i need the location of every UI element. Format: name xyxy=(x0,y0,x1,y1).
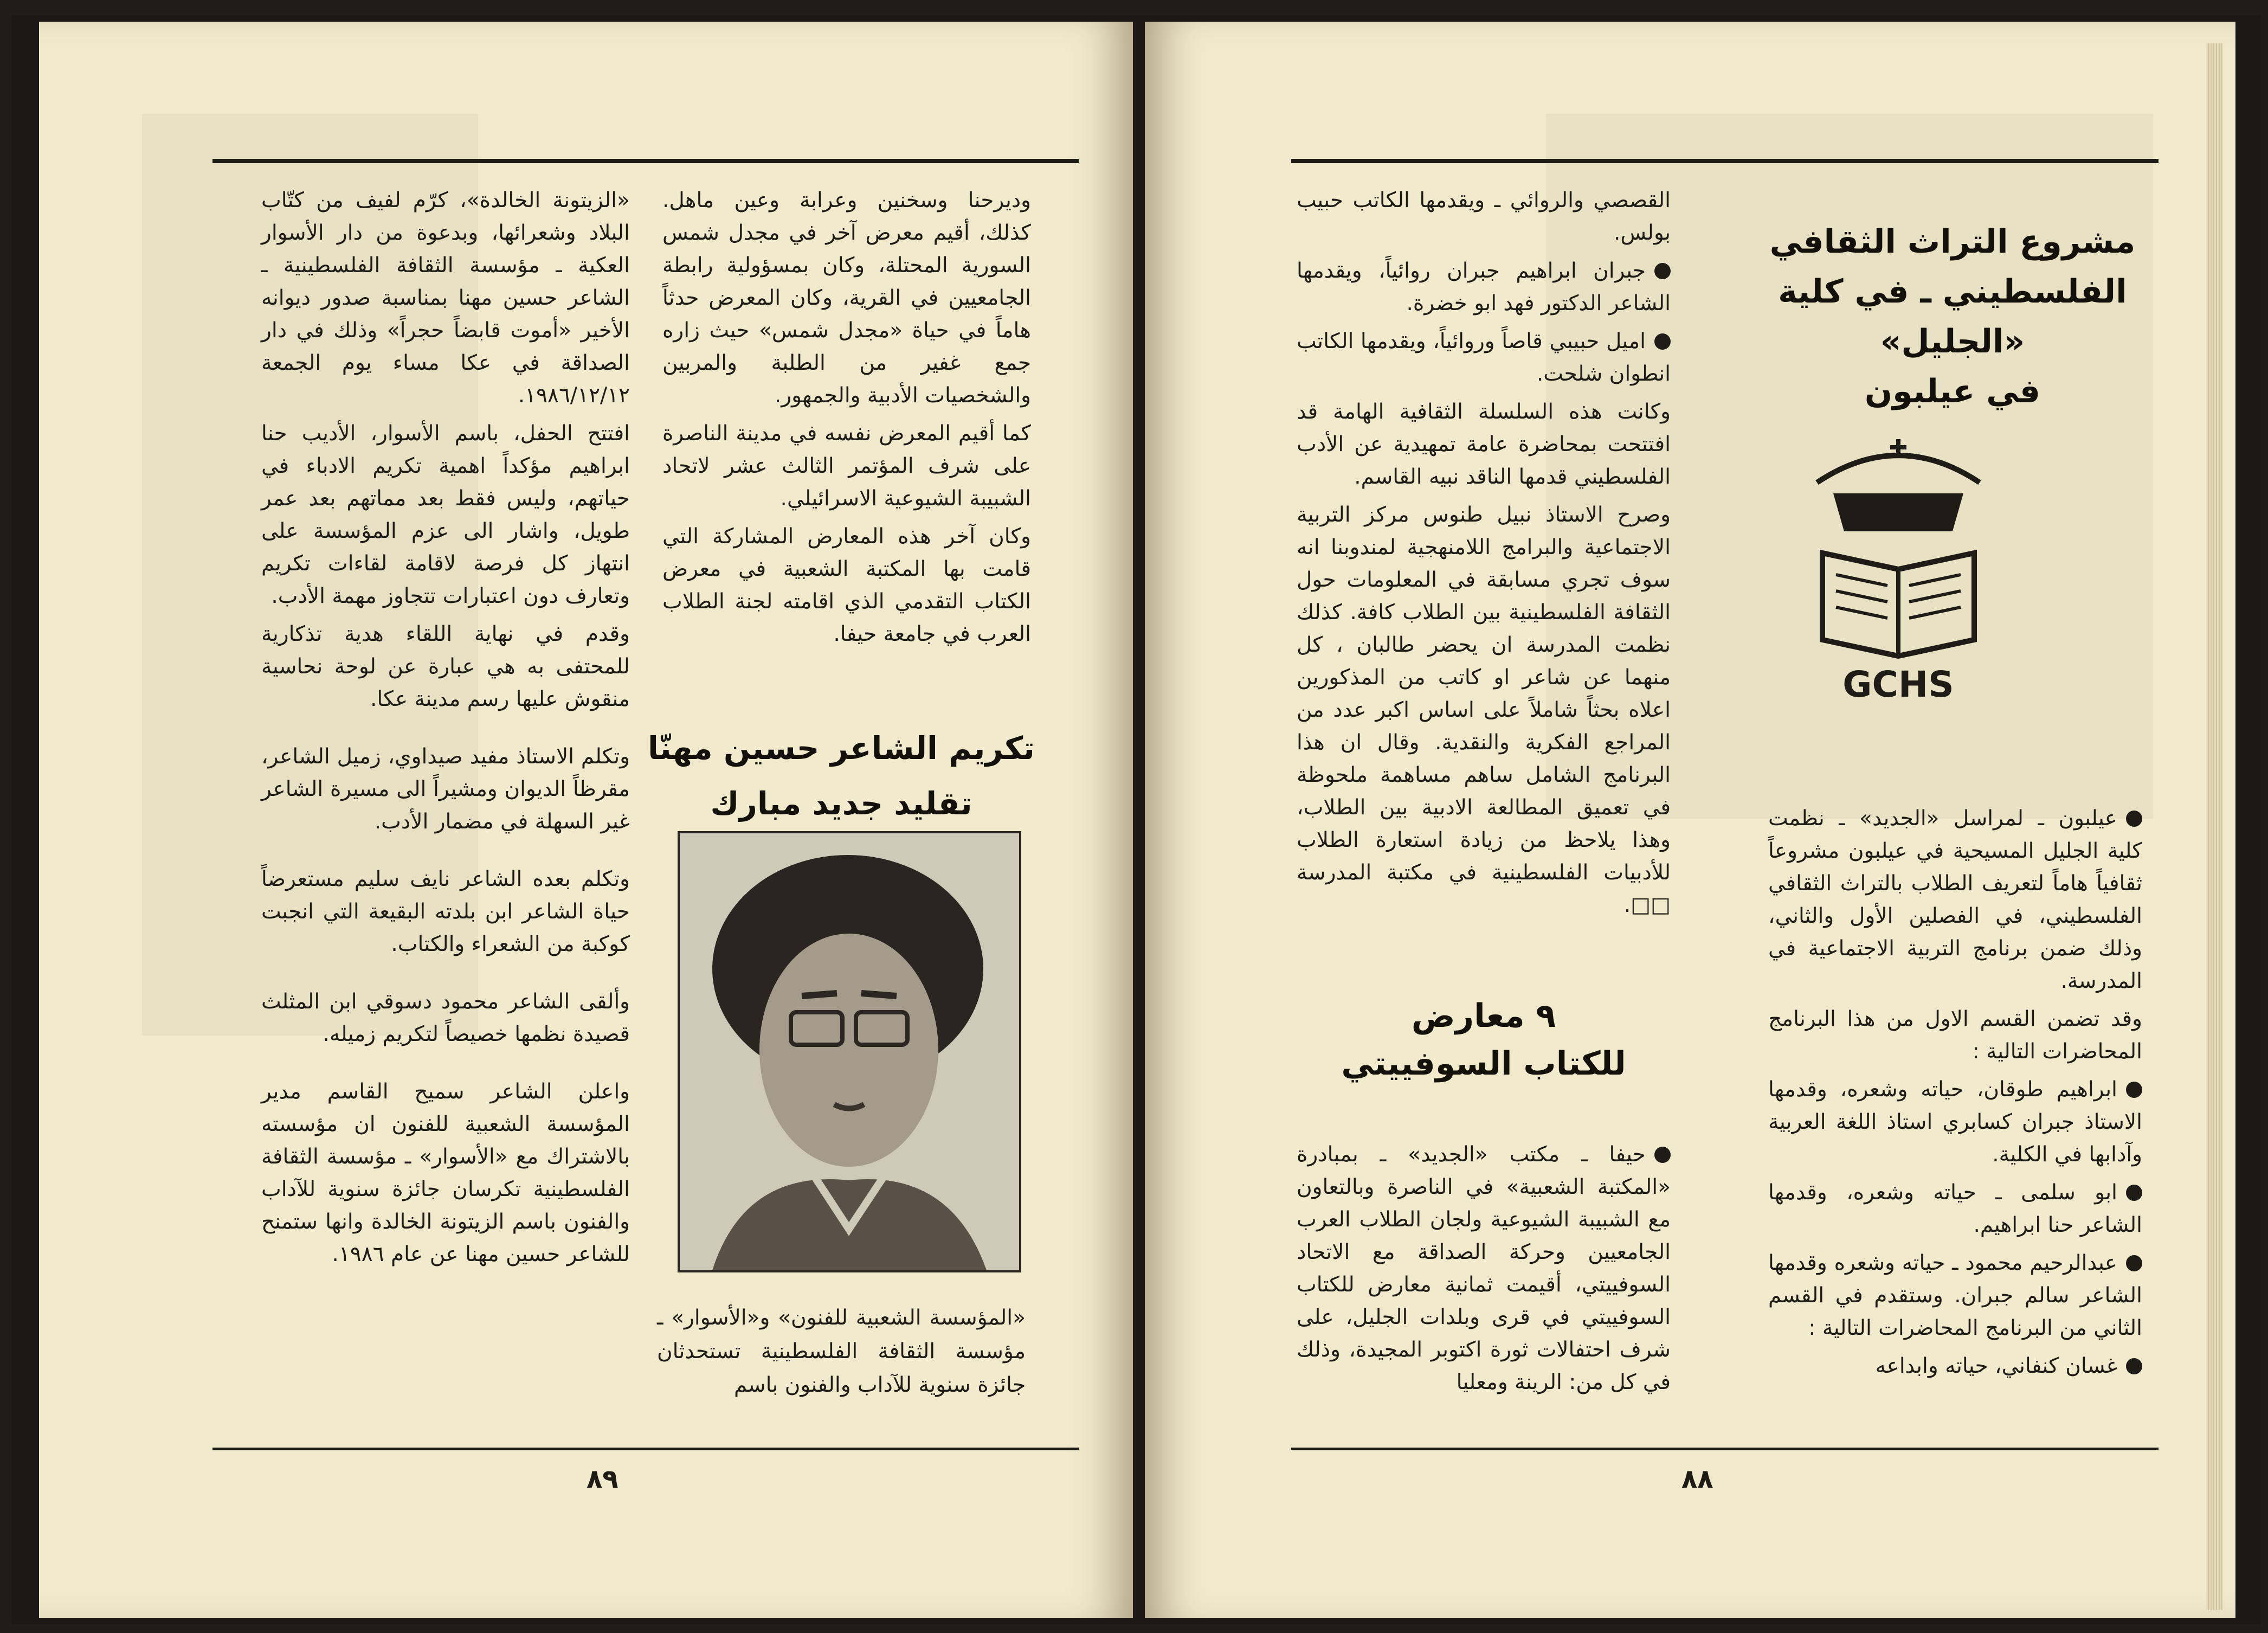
paragraph: وديرحنا وسخنين وعرابة وعين ماهل. كذلك، أقيم معرض آخر في مجدل شمس السورية المحتلة، وكان بمسؤولية رابطة الجامعيين في القرية، وكان المعرض حدثاً هاماً في حياة «مجدل شمس» حيث زاره جمع غفير من الطلبة والمربين والشخصيات الأدبية والجمهور. xyxy=(662,188,1031,408)
page-number: ٨٩ xyxy=(587,1464,618,1494)
headline-line: في عيلبون xyxy=(1864,372,2041,410)
paragraph: «الزيتونة الخالدة»، كرّم لفيف من كتّاب البلاد وشعرائها، وبدعوة من دار الأسوار العكية ـ مؤسسة الثقافة الفلسطينية ـ الشاعر حسين مهنا بمناسبة صدور ديوانه الأخير «أموت قابضاً حجراً» وذلك في دار الصداقة في عكا مساء يوم الجمعة ١٩٨٦/١٢/١٢. xyxy=(261,188,630,408)
paragraph xyxy=(1768,802,2142,998)
right-page xyxy=(1145,22,2235,1618)
bullet-icon xyxy=(1654,263,1671,279)
paragraph xyxy=(1297,1139,1671,1399)
paragraph xyxy=(1768,1247,2142,1345)
paragraph: وتكلم الاستاذ مفيد صيداوي، زميل الشاعر، مقرظاً الديوان ومشيراً الى مسيرة الشاعر غير السهلة في مضمار الأدب. xyxy=(261,744,630,834)
bullet-icon xyxy=(1654,333,1671,350)
paragraph-text: عيلبون ـ لمراسل «الجديد» ـ نظمت كلية الجليل المسيحية في عيلبون مشروعاً ثقافياً هاماً لتعريف الطلاب بالتراث الثقافي الفلسطيني، في الفصلين الأول والثاني، وذلك ضمن برنامج التربية الاجتماعية في المدرسة. xyxy=(1768,806,2142,993)
paragraph-text: اميل حبيبي قاصاً وروائياً، ويقدمها الكاتب انطوان شلحت. xyxy=(1297,329,1671,386)
portrait-photo xyxy=(678,831,1021,1272)
right-page-column-left xyxy=(1297,184,1671,927)
headline-tribute xyxy=(646,727,1036,825)
paragraph-text: ابراهيم طوقان، حياته وشعره، وقدمها الاستاذ جبران كسابري استاذ اللغة العربية وآدابها في الكلية. xyxy=(1768,1077,2142,1167)
headline-exhibitions xyxy=(1297,992,1671,1088)
left-page-column-right xyxy=(662,184,1031,656)
bullet-icon xyxy=(2126,811,2142,827)
paragraph xyxy=(1297,255,1671,320)
headline-line: تقليد جديد مبارك xyxy=(710,785,972,822)
headline-line: مشروع التراث الثقافي xyxy=(1769,223,2136,261)
headline-heritage xyxy=(1757,217,2148,416)
bottom-rule xyxy=(212,1448,1079,1450)
paragraph: كما أقيم المعرض نفسه في مدينة الناصرة على شرف المؤتمر الثالث عشر لاتحاد الشبيبة الشيوعية الاسرائيلي. xyxy=(662,421,1031,511)
gchs-logo xyxy=(1795,423,2001,705)
bullet-icon xyxy=(2126,1255,2142,1271)
paragraph xyxy=(1768,1073,2142,1171)
paragraph-text: غسان كنفاني، حياته وابداعه xyxy=(1875,1354,2117,1378)
paragraph xyxy=(1768,1176,2142,1242)
headline-line: للكتاب السوفييتي xyxy=(1341,1045,1626,1083)
logo-letters: GCHS xyxy=(1842,664,1954,705)
paragraph-text: حيفا ـ مكتب «الجديد» ـ بمبادرة «المكتبة الشعبية» في الناصرة وبالتعاون مع الشبيبة الشيوعية ولجان الطلاب العرب الجامعيين وحركة الصداقة مع الاتحاد السوفييتي، أقيمت ثمانية معارض للكتاب السوفييتي في قرى وبلدات الجليل، على شرف احتفالات ثورة اكتوبر المجيدة، وذلك في كل من: الرينة ومعليا xyxy=(1297,1142,1671,1394)
bullet-icon xyxy=(1654,1147,1671,1163)
paragraph: وقدم في نهاية اللقاء هدية تذكارية للمحتفى به هي عبارة عن لوحة نحاسية منقوش عليها رسم مدينة عكا. xyxy=(261,622,630,711)
left-page-column-left xyxy=(261,184,630,1276)
top-rule xyxy=(1291,159,2159,163)
paragraph: واعلن الشاعر سميح القاسم مدير المؤسسة الشعبية للفنون ان مؤسسته بالاشتراك مع «الأسوار» ـ مؤسسة الثقافة الفلسطينية تكرسان جائزة سنوية للآداب والفنون باسم الزيتونة الخالدة وانها ستمنح للشاعر حسين مهنا عن عام ١٩٨٦. xyxy=(261,1079,630,1266)
bullet-icon xyxy=(2126,1358,2142,1374)
top-rule xyxy=(212,159,1079,163)
paragraph: وكانت هذه السلسلة الثقافية الهامة قد افتتحت بمحاضرة عامة تمهيدية عن الأدب الفلسطيني قدمها الناقد نبيه القاسم. xyxy=(1297,400,1671,489)
paragraph: وكان آخر هذه المعارض المشاركة التي قامت بها المكتبة الشعبية في معرض الكتاب التقدمي الذي اقامته لجنة الطلاب العرب في جامعة حيفا. xyxy=(662,524,1031,646)
paragraph xyxy=(1297,325,1671,390)
bottom-rule xyxy=(1291,1448,2159,1450)
paragraph: وتكلم بعده الشاعر نايف سليم مستعرضاً حياة الشاعر ابن بلدته البقيعة التي انجبت كوكبة من الشعراء والكتاب. xyxy=(261,867,630,956)
right-page-column-right xyxy=(1768,802,2142,1388)
headline-line: تكريم الشاعر حسين مهنّا xyxy=(648,730,1035,767)
right-page-column-left-lower xyxy=(1297,1139,1671,1404)
portrait-image xyxy=(680,833,1019,1270)
photo-caption: «المؤسسة الشعبية للفنون» و«الأسوار» ـ مؤسسة الثقافة الفلسطينية تستحدثان جائزة سنوية للآداب والفنون باسم xyxy=(657,1306,1026,1397)
paragraph xyxy=(1768,1350,2142,1383)
page-edges xyxy=(2206,43,2222,1610)
open-book-icon xyxy=(1795,423,2001,705)
book-spread xyxy=(12,15,2260,1624)
bullet-icon xyxy=(2126,1082,2142,1098)
paragraph-text: عبدالرحيم محمود ـ حياته وشعره وقدمها الشاعر سالم جبران. وستقدم في القسم الثاني من البرنامج المحاضرات التالية : xyxy=(1768,1251,2142,1340)
headline-line: ٩ معارض xyxy=(1411,997,1556,1035)
left-page xyxy=(39,22,1133,1618)
paragraph: افتتح الحفل، باسم الأسوار، الأديب حنا ابراهيم مؤكداً اهمية تكريم الادباء في حياتهم، وليس فقط بعد مماتهم بعد عمر طويل، واشار الى عزم المؤسسة على انتهاز كل فرصة لاقامة لقاءات تكريم وتعارف دون اعتبارات تتجاوز مهمة الأدب. xyxy=(261,421,630,608)
bullet-icon xyxy=(2126,1185,2142,1201)
paragraph: القصصي والروائي ـ ويقدمها الكاتب حبيب بولس. xyxy=(1297,188,1671,245)
page-number: ٨٨ xyxy=(1681,1464,1713,1494)
paragraph-text: جبران ابراهيم جبران روائياً، ويقدمها الشاعر الدكتور فهد ابو خضرة. xyxy=(1297,259,1671,316)
paragraph: وقد تضمن القسم الاول من هذا البرنامج المحاضرات التالية : xyxy=(1768,1007,2142,1064)
paragraph: وألقى الشاعر محمود دسوقي ابن المثلث قصيدة نظمها خصيصاً لتكريم زميله. xyxy=(261,989,630,1046)
paragraph-text: ابو سلمى ـ حياته وشعره، وقدمها الشاعر حنا ابراهيم. xyxy=(1768,1180,2142,1237)
paragraph: وصرح الاستاذ نبيل طنوس مركز التربية الاجتماعية والبرامج اللامنهجية لمندوبنا انه سوف تجري مسابقة في المعلومات حول الثقافة الفلسطينية بين الطلاب كافة. كذلك نظمت المدرسة ان يحضر طالبان ، كل منهما عن شاعر او كاتب من المذكورين اعلاه بحثاً شاملاً على اساس اكبر عدد من المراجع الفكرية والنقدية. وقال ان هذا البرنامج الشامل ساهم مساهمة ملحوظة في تعميق المطالعة الادبية بين الطلاب، وهذا يلاحظ من زيادة استعارة الطلاب للأدبيات الفلسطينية في مكتبة المدرسة □□. xyxy=(1297,503,1671,917)
headline-line: الفلسطيني ـ في كلية «الجليل» xyxy=(1778,273,2127,361)
